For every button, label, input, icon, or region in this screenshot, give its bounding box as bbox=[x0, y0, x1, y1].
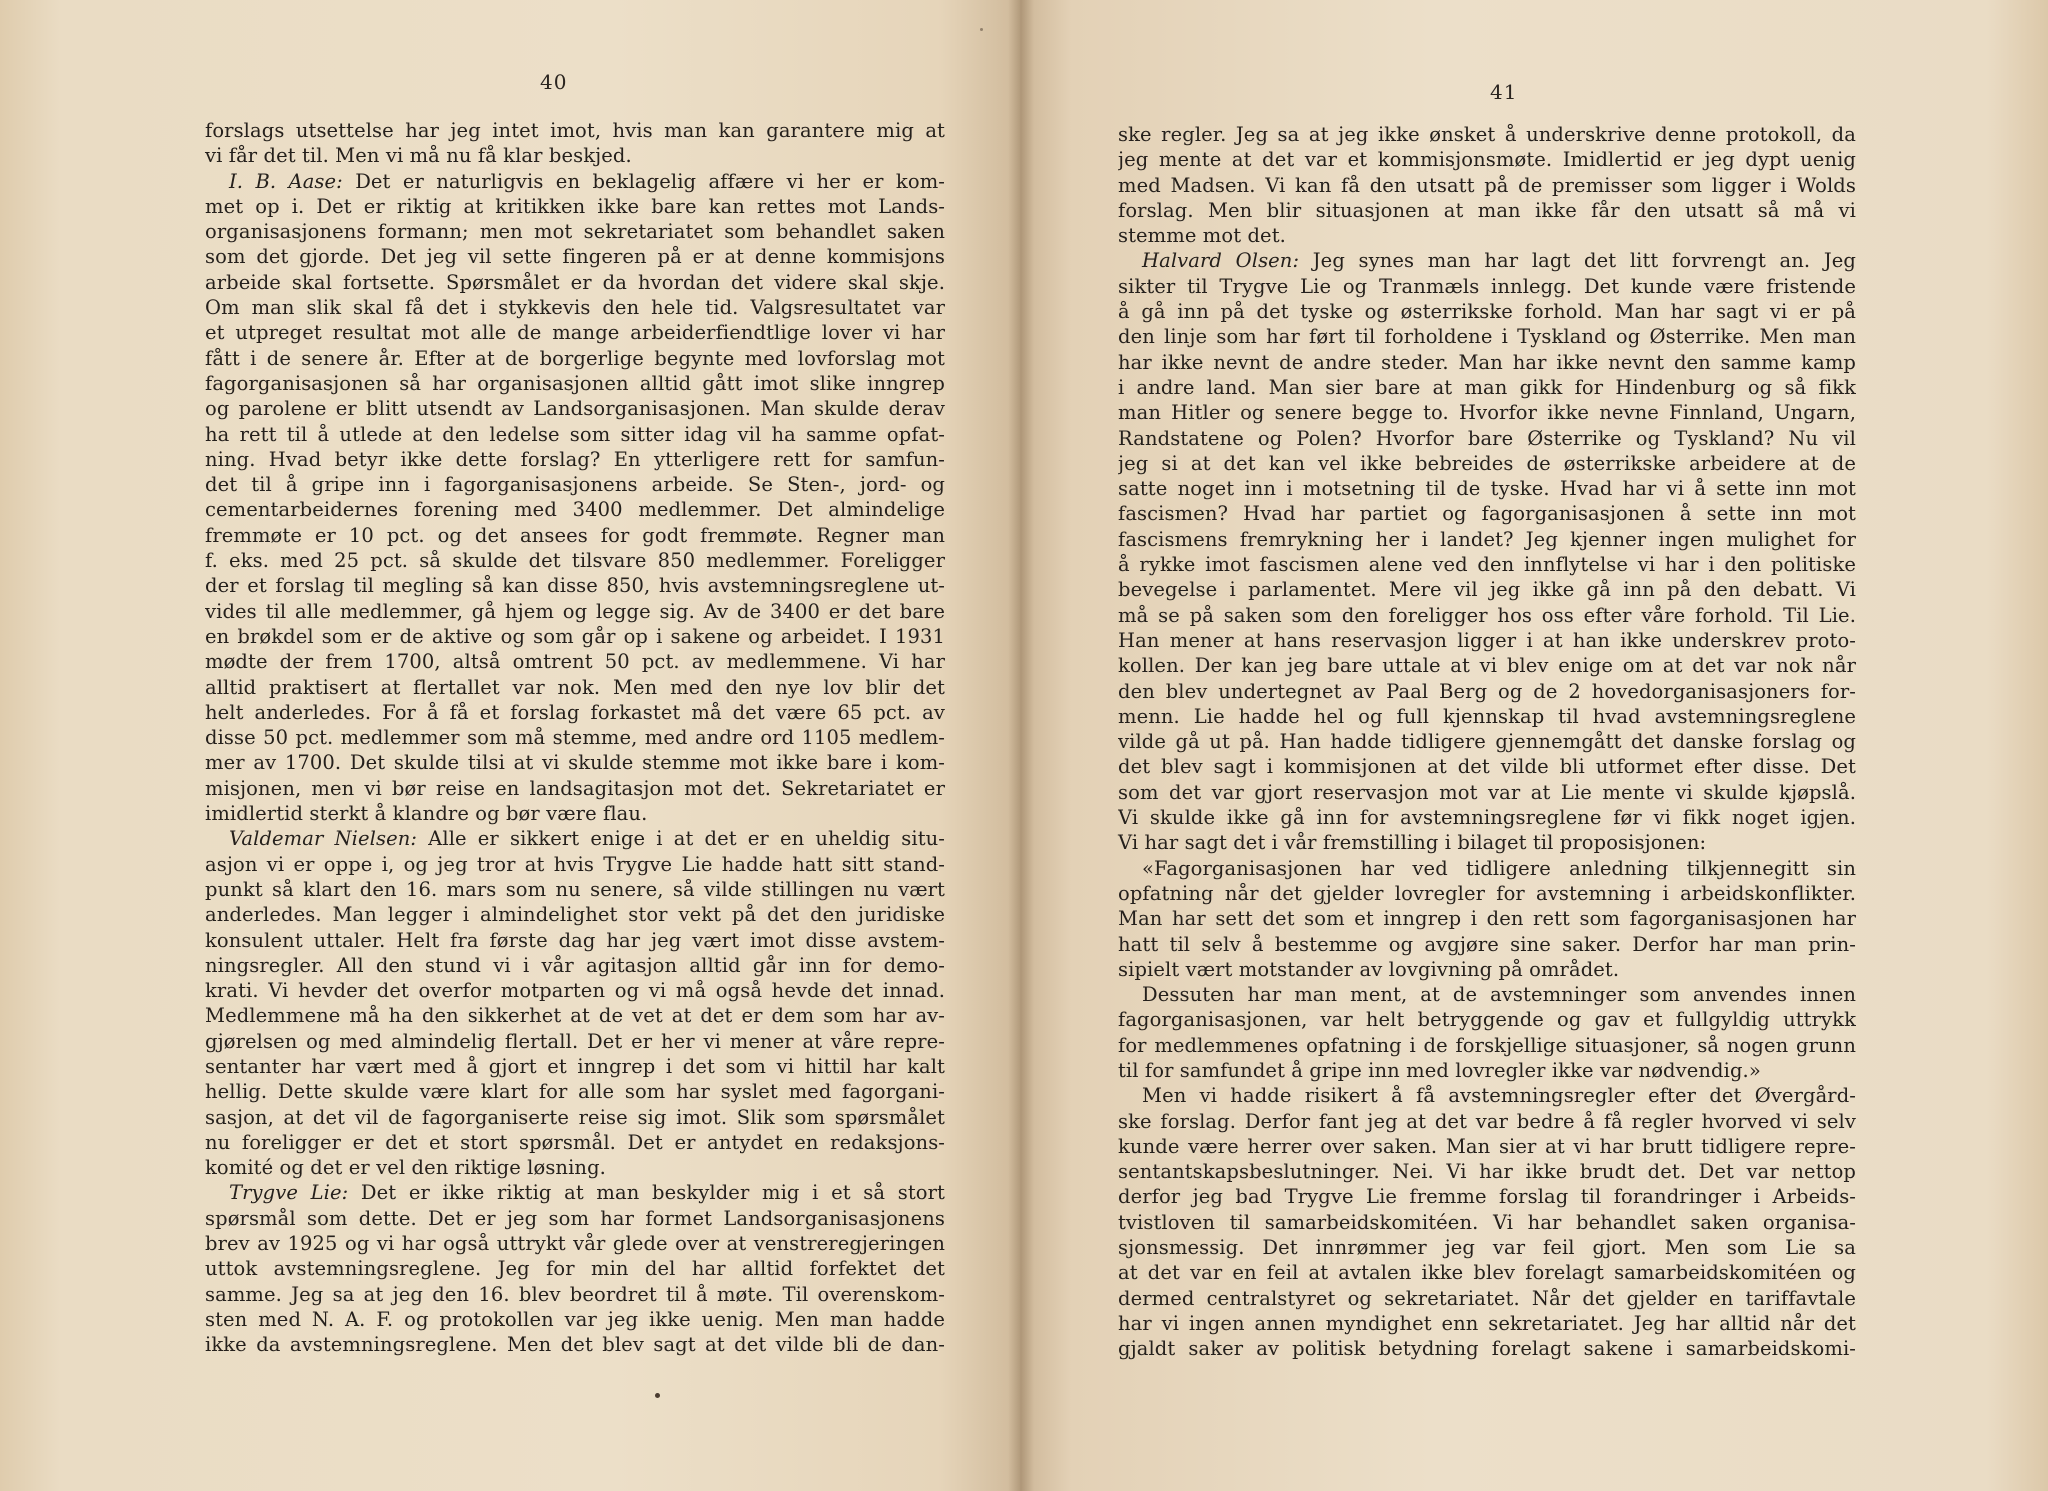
text-line bbox=[1118, 1286, 1856, 1311]
line-text: nu foreligger er det et stort spørsmål. Det er antydet en redaksjons- bbox=[205, 1130, 945, 1154]
line-text: ske regler. Jeg sa at jeg ikke ønsket å underskrive denne protokoll, da bbox=[1118, 123, 1856, 146]
line-text: sipielt vært motstander av lovgivning på området. bbox=[1118, 957, 1620, 981]
text-line bbox=[1118, 223, 1856, 248]
text-line bbox=[205, 194, 945, 219]
text-line bbox=[1118, 729, 1856, 754]
text-line bbox=[205, 320, 945, 345]
line-text: alltid praktisert at flertallet var nok. Men med den nye lov blir det bbox=[205, 675, 945, 699]
line-text: hatt til selv å bestemme og avgjøre sine saker. Derfor har man prin- bbox=[1118, 932, 1856, 956]
line-text: gjørelsen og med almindelig flertall. Det er her vi mener at våre repre- bbox=[205, 1029, 945, 1053]
line-text: Om man slik skal få det i stykkevis den hele tid. Valgsresultatet var bbox=[205, 296, 945, 320]
line-text: til for samfundet å gripe inn med lovregler ikke var nødvendig.» bbox=[1118, 1058, 1761, 1082]
text-line bbox=[205, 143, 945, 168]
text-line bbox=[1118, 527, 1856, 552]
text-line bbox=[205, 649, 945, 674]
line-text: sentantskapsbeslutninger. Nei. Vi har ikke brudt det. Det var nettop bbox=[1118, 1160, 1856, 1184]
text-line bbox=[1118, 476, 1856, 501]
line-text: har ikke nevnt de andre steder. Man har ikke nevnt den samme kamp bbox=[1118, 350, 1856, 374]
line-text: må se på saken som den foreligger hos oss efter våre forhold. Til Lie. bbox=[1118, 603, 1856, 627]
line-text: fagorganisasjonen, var helt betryggende og gav et fullgyldig uttrykk bbox=[1118, 1008, 1856, 1032]
line-text: den blev undertegnet av Paal Berg og de 2 hovedorganisasjoners for- bbox=[1118, 679, 1856, 703]
book-gutter bbox=[1008, 0, 1034, 1491]
line-text: mødte der frem 1700, altså omtrent 50 pct. av medlemmene. Vi har bbox=[205, 650, 945, 674]
line-text: sasjon, at det vil de fagorganiserte reise sig imot. Slik som spørsmålet bbox=[205, 1105, 945, 1129]
text-line bbox=[205, 1105, 945, 1130]
line-text: jeg mente at det var et kommisjonsmøte. Imidlertid er jeg dypt uenig bbox=[1118, 148, 1856, 172]
line-text: vides til alle medlemmer, gå hjem og legge sig. Av de 3400 er det bare bbox=[205, 599, 945, 623]
text-line bbox=[205, 548, 945, 573]
text-line bbox=[1118, 906, 1856, 931]
text-line bbox=[1118, 932, 1856, 957]
text-line bbox=[1118, 1235, 1856, 1260]
line-text: kollen. Der kan jeg bare uttale at vi blev enige om at det var nok når bbox=[1118, 654, 1856, 678]
line-text: ningsregler. All den stund vi i vår agitasjon alltid går inn for demo- bbox=[205, 953, 945, 977]
line-text: som det var gjort reservasjon mot var at Lie mente vi skulde kjøpslå. bbox=[1118, 780, 1856, 804]
line-text: det blev sagt i kommisjonen at det vilde bli utformet efter disse. Det bbox=[1118, 755, 1856, 779]
text-line bbox=[1118, 653, 1856, 678]
text-line bbox=[205, 1180, 945, 1205]
text-line bbox=[1118, 122, 1856, 147]
line-text: «Fagorganisasjonen har ved tidligere anledning tilkjennegitt sin bbox=[1142, 856, 1856, 880]
text-line bbox=[1118, 1134, 1856, 1159]
text-line bbox=[205, 1307, 945, 1332]
line-text: har vi ingen annen myndighet enn sekretariatet. Jeg har alltid når det bbox=[1118, 1311, 1856, 1335]
text-line bbox=[205, 346, 945, 371]
text-line bbox=[1118, 856, 1856, 881]
line-text: å rykke imot fascismen alene ved den innflytelse vi har i den politiske bbox=[1118, 553, 1856, 577]
text-line bbox=[205, 422, 945, 447]
text-line bbox=[205, 169, 945, 194]
line-text: stemme mot det. bbox=[1118, 224, 1286, 248]
ink-speck bbox=[980, 28, 983, 31]
text-line bbox=[1118, 426, 1856, 451]
line-text: ha rett til å utlede at den ledelse som sitter idag vil ha samme opfat- bbox=[205, 422, 945, 446]
text-line bbox=[205, 1130, 945, 1155]
ink-speck bbox=[655, 1393, 660, 1398]
text-line bbox=[1118, 1058, 1856, 1083]
text-line bbox=[1118, 628, 1856, 653]
text-line bbox=[1118, 1159, 1856, 1184]
text-line bbox=[1118, 1184, 1856, 1209]
text-line bbox=[205, 1029, 945, 1054]
text-line bbox=[1118, 780, 1856, 805]
line-text: Medlemmene må ha den sikkerhet at de vet at det er dem som har av- bbox=[205, 1004, 945, 1028]
line-text: samme. Jeg sa at jeg den 16. blev beordret til å møte. Til overenskom- bbox=[205, 1282, 945, 1306]
line-text: Jeg synes man har lagt det litt forvrengt an. Jeg bbox=[1299, 249, 1856, 273]
text-line bbox=[1118, 1109, 1856, 1134]
text-line bbox=[205, 270, 945, 295]
text-line bbox=[1118, 1210, 1856, 1235]
text-line bbox=[1118, 1033, 1856, 1058]
right-page bbox=[1020, 0, 2048, 1491]
line-text: punkt så klart den 16. mars som nu senere, så vilde stillingen nu vært bbox=[205, 877, 945, 901]
line-text: imidlertid sterkt å klandre og bør være flau. bbox=[205, 802, 648, 826]
line-text: satte noget inn i motsetning til de tyske. Hvad har vi å sette inn mot bbox=[1118, 477, 1856, 501]
speaker-name: Trygve Lie: bbox=[229, 1181, 349, 1205]
text-line bbox=[205, 1332, 945, 1357]
text-line bbox=[1118, 451, 1856, 476]
line-text: kunde være herrer over saken. Man sier at vi har brutt tidligere repre- bbox=[1118, 1134, 1856, 1158]
text-line bbox=[205, 1231, 945, 1256]
line-text: sikter til Trygve Lie og Tranmæls innlegg. Det kunde være fristende bbox=[1118, 274, 1856, 298]
line-text: Det er naturligvis en beklagelig affære vi her er kom- bbox=[342, 169, 945, 193]
line-text: som det gjorde. Det jeg vil sette fingeren på er at denne kommisjons bbox=[205, 245, 945, 269]
speaker-name: Halvard Olsen: bbox=[1142, 249, 1300, 273]
line-text: forslag. Men blir situasjonen at man ikke får den utsatt så må vi bbox=[1118, 198, 1856, 222]
text-line bbox=[1118, 198, 1856, 223]
line-text: sjonsmessig. Det innrømmer jeg var feil gjort. Men som Lie sa bbox=[1118, 1236, 1856, 1260]
text-line bbox=[205, 472, 945, 497]
line-text: uttok avstemningsreglene. Jeg for min del har alltid forfektet det bbox=[205, 1257, 945, 1281]
text-line bbox=[205, 953, 945, 978]
text-line bbox=[1118, 1260, 1856, 1285]
text-line bbox=[205, 1003, 945, 1028]
text-line bbox=[1118, 704, 1856, 729]
line-text: fått i de senere år. Efter at de borgerlige begynte med lovforslag mot bbox=[205, 346, 945, 370]
line-text: Vi skulde ikke gå inn for avstemningsreglene før vi fikk noget igjen. bbox=[1118, 806, 1856, 830]
text-line bbox=[1118, 957, 1856, 982]
line-text: vilde gå ut på. Han hadde tidligere gjennemgått det danske forslag og bbox=[1118, 730, 1856, 754]
line-text: fascismens fremrykning her i landet? Jeg kjenner ingen mulighet for bbox=[1118, 527, 1856, 551]
line-text: Det er ikke riktig at man beskylder mig i et så stort bbox=[348, 1181, 945, 1205]
text-line bbox=[205, 852, 945, 877]
text-line bbox=[1118, 501, 1856, 526]
text-line bbox=[1118, 173, 1856, 198]
line-text: organisasjonens formann; men mot sekretariatet som behandlet saken bbox=[205, 220, 945, 244]
line-text: ikke da avstemningsreglene. Men det blev sagt at det vilde bli de dan- bbox=[205, 1333, 945, 1357]
line-text: opfatning når det gjelder lovregler for avstemning i arbeidskonflikter. bbox=[1118, 881, 1856, 905]
line-text: den linje som har ført til forholdene i Tyskland og Østerrike. Men man bbox=[1118, 325, 1856, 349]
text-line bbox=[205, 599, 945, 624]
line-text: krati. Vi hevder det overfor motparten og vi må også hevde det innad. bbox=[205, 979, 945, 1003]
line-text: jeg si at det kan vel ikke bebreides de østerrikske arbeidere at de bbox=[1118, 451, 1856, 475]
line-text: vi får det til. Men vi må nu få klar beskjed. bbox=[205, 144, 632, 168]
text-line bbox=[205, 1155, 945, 1180]
line-text: menn. Lie hadde hel og full kjennskap til hvad avstemningsreglene bbox=[1118, 704, 1856, 728]
line-text: cementarbeidernes forening med 3400 medlemmer. Det almindelige bbox=[205, 498, 945, 522]
line-text: asjon vi er oppe i, og jeg tror at hvis Trygve Lie hadde hatt sitt stand- bbox=[205, 852, 945, 876]
text-line bbox=[1118, 552, 1856, 577]
text-line bbox=[205, 573, 945, 598]
line-text: arbeide skal fortsette. Spørsmålet er da hvordan det videre skal skje. bbox=[205, 270, 945, 294]
text-line bbox=[1118, 1083, 1856, 1108]
text-line bbox=[205, 624, 945, 649]
line-text: fagorganisasjonen så har organisasjonen alltid gått imot slike inngrep bbox=[205, 371, 945, 395]
line-text: med Madsen. Vi kan få den utsatt på de premisser som ligger i Wolds bbox=[1118, 173, 1856, 197]
line-text: ske forslag. Derfor fant jeg at det var bedre å få regler hvorved vi selv bbox=[1118, 1109, 1856, 1133]
text-line bbox=[205, 978, 945, 1003]
text-line bbox=[205, 826, 945, 851]
text-line bbox=[205, 396, 945, 421]
text-line bbox=[205, 877, 945, 902]
text-line bbox=[205, 1054, 945, 1079]
text-line bbox=[205, 725, 945, 750]
line-text: spørsmål som dette. Det er jeg som har formet Landsorganisasjonens bbox=[205, 1206, 945, 1230]
text-line bbox=[1118, 147, 1856, 172]
line-text: Man har sett det som et inngrep i den rett som fagorganisasjonen har bbox=[1118, 907, 1856, 931]
line-text: fremmøte er 10 pct. og det ansees for godt fremmøte. Regner man bbox=[205, 523, 945, 547]
line-text: Dessuten har man ment, at de avstemninger som anvendes innen bbox=[1142, 983, 1856, 1007]
line-text: og parolene er blitt utsendt av Landsorganisasjonen. Man skulde derav bbox=[205, 397, 945, 421]
line-text: anderledes. Man legger i almindelighet stor vekt på det den juridiske bbox=[205, 903, 945, 927]
speaker-name: I. B. Aase: bbox=[229, 169, 343, 193]
text-line bbox=[1118, 577, 1856, 602]
text-line bbox=[205, 497, 945, 522]
text-line bbox=[205, 776, 945, 801]
line-text: at det var en feil at avtalen ikke blev forelagt samarbeidskomitéen og bbox=[1118, 1261, 1856, 1285]
line-text: derfor jeg bad Trygve Lie fremme forslag til forandringer i Arbeids- bbox=[1118, 1185, 1856, 1209]
text-line bbox=[205, 675, 945, 700]
text-line bbox=[1118, 603, 1856, 628]
text-line bbox=[1118, 805, 1856, 830]
line-text: tvistloven til samarbeidskomitéen. Vi har behandlet saken organisa- bbox=[1118, 1210, 1856, 1234]
line-text: sten med N. A. F. og protokollen var jeg ikke uenig. Men man hadde bbox=[205, 1307, 945, 1331]
line-text: hellig. Dette skulde være klart for alle som har syslet med fagorgani- bbox=[205, 1080, 945, 1104]
text-line bbox=[1118, 324, 1856, 349]
text-line bbox=[1118, 881, 1856, 906]
line-text: fascismen? Hvad har partiet og fagorganisasjonen å sette inn mot bbox=[1118, 502, 1856, 526]
line-text: f. eks. med 25 pct. så skulde det tilsvare 850 medlemmer. Foreligger bbox=[205, 549, 945, 573]
text-line bbox=[205, 1206, 945, 1231]
text-line bbox=[1118, 248, 1856, 273]
text-line bbox=[1118, 1007, 1856, 1032]
text-line bbox=[1118, 830, 1856, 855]
line-text: forslags utsettelse har jeg intet imot, hvis man kan garantere mig at bbox=[205, 119, 945, 142]
line-text: misjonen, men vi bør reise en landsagitasjon mot det. Sekretariatet er bbox=[205, 776, 945, 800]
line-text: gjaldt saker av politisk betydning forelagt sakene i samarbeidskomi- bbox=[1118, 1337, 1856, 1361]
line-text: en brøkdel som er de aktive og som går op i sakene og arbeidet. I 1931 bbox=[205, 624, 945, 648]
text-line bbox=[205, 750, 945, 775]
page-text bbox=[205, 118, 945, 1358]
line-text: Men vi hadde risikert å få avstemningsregler efter det Øvergård- bbox=[1142, 1084, 1856, 1108]
text-line bbox=[205, 523, 945, 548]
text-line bbox=[1118, 375, 1856, 400]
line-text: bevegelse i parlamentet. Mere vil jeg ikke gå inn på den debatt. Vi bbox=[1118, 578, 1856, 602]
line-text: et utpreget resultat mot alle de mange arbeiderfiendtlige lover vi har bbox=[205, 321, 945, 345]
line-text: helt anderledes. For å få et forslag forkastet må det være 65 pct. av bbox=[205, 700, 945, 724]
line-text: i andre land. Man sier bare at man gikk for Hindenburg og så fikk bbox=[1118, 375, 1856, 399]
text-line bbox=[205, 219, 945, 244]
line-text: mer av 1700. Det skulde tilsi at vi skulde stemme mot ikke bare i kom- bbox=[205, 751, 945, 775]
text-line bbox=[205, 928, 945, 953]
line-text: dermed centralstyret og sekretariatet. Når det gjelder en tariffavtale bbox=[1118, 1286, 1856, 1310]
text-line bbox=[205, 700, 945, 725]
page-text bbox=[1118, 122, 1856, 1362]
text-line bbox=[205, 1256, 945, 1281]
text-line bbox=[1118, 1336, 1856, 1361]
text-line bbox=[1118, 754, 1856, 779]
text-line bbox=[205, 1282, 945, 1307]
line-text: ning. Hvad betyr ikke dette forslag? En ytterligere rett for samfun- bbox=[205, 447, 945, 471]
text-line bbox=[205, 295, 945, 320]
text-line bbox=[1118, 350, 1856, 375]
text-line bbox=[205, 447, 945, 472]
text-line bbox=[205, 902, 945, 927]
text-line bbox=[1118, 400, 1856, 425]
line-text: det til å gripe inn i fagorganisasjonens arbeide. Se Sten-, jord- og bbox=[205, 473, 945, 497]
text-line bbox=[1118, 299, 1856, 324]
text-line bbox=[205, 1079, 945, 1104]
page-number: 41 bbox=[1490, 80, 1518, 104]
left-page bbox=[0, 0, 1020, 1491]
text-line bbox=[1118, 982, 1856, 1007]
line-text: komité og det er vel den riktige løsning. bbox=[205, 1156, 606, 1180]
text-line bbox=[205, 244, 945, 269]
line-text: sentanter har vært med å gjort et inngrep i det som vi hittil har kalt bbox=[205, 1054, 945, 1078]
text-line bbox=[1118, 274, 1856, 299]
text-line bbox=[205, 371, 945, 396]
text-line bbox=[1118, 1311, 1856, 1336]
line-text: å gå inn på det tyske og østerrikske forhold. Man har sagt vi er på bbox=[1118, 300, 1856, 324]
line-text: konsulent uttaler. Helt fra første dag har jeg vært imot disse avstem- bbox=[205, 928, 945, 952]
line-text: Vi har sagt det i vår fremstilling i bilaget til proposisjonen: bbox=[1118, 831, 1707, 855]
line-text: der et forslag til megling så kan disse 850, hvis avstemningsreglene ut- bbox=[205, 574, 945, 598]
line-text: man Hitler og senere begge to. Hvorfor ikke nevne Finnland, Ungarn, bbox=[1118, 401, 1856, 425]
line-text: Randstatene og Polen? Hvorfor bare Østerrike og Tyskland? Nu vil bbox=[1118, 426, 1856, 450]
text-line bbox=[205, 118, 945, 143]
line-text: brev av 1925 og vi har også uttrykt vår glede over at venstreregjeringen bbox=[205, 1232, 945, 1256]
line-text: met op i. Det er riktig at kritikken ikke bare kan rettes mot Lands- bbox=[205, 194, 945, 218]
line-text: for medlemmenes opfatning i de forskjellige situasjoner, så nogen grunn bbox=[1118, 1033, 1856, 1057]
page-number: 40 bbox=[540, 70, 568, 94]
line-text: Alle er sikkert enige i at det er en uheldig situ- bbox=[417, 827, 945, 851]
text-line bbox=[1118, 679, 1856, 704]
text-line bbox=[205, 801, 945, 826]
line-text: Han mener at hans reservasjon ligger i at han ikke underskrev proto- bbox=[1118, 628, 1856, 652]
line-text: disse 50 pct. medlemmer som må stemme, med andre ord 1105 medlem- bbox=[205, 726, 945, 750]
speaker-name: Valdemar Nielsen: bbox=[229, 827, 418, 851]
